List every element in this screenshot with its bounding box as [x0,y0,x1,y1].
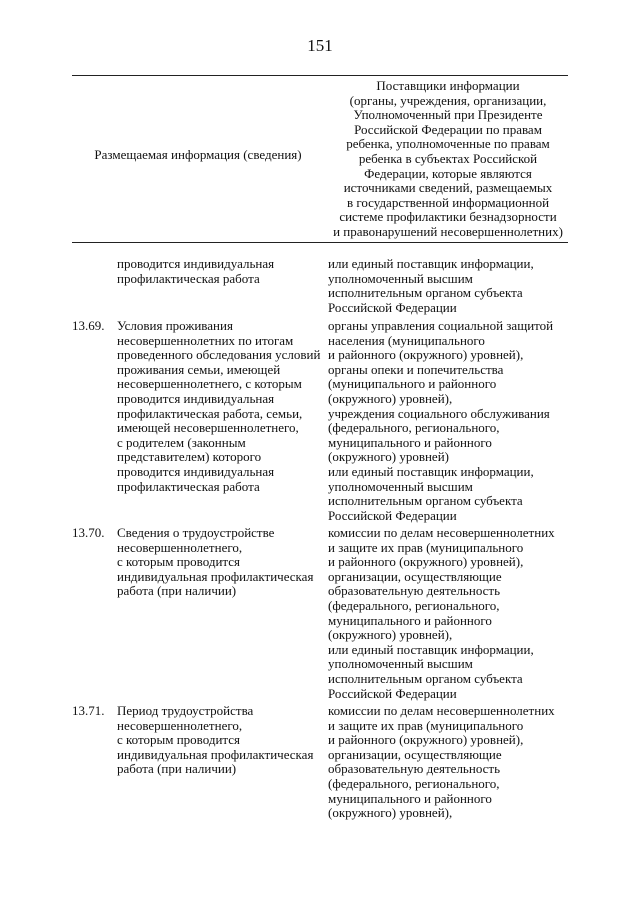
column-header-providers: Поставщики информации (органы, учреждения, организации, Уполномоченный при Президенте Российской Федерации по правам ребенка, уполномоченные по правам ребенка в субъектах Российской Федерации, которые являются источниками сведений, размещаемых в государственной информационной системе профилактики безнадзорности и правонарушений несовершеннолетних) [333,78,563,239]
table-row-description: проводится индивидуальная профилактическая работа [117,256,275,286]
table-row-description: Период трудоустройства несовершеннолетнего, с которым проводится индивидуальная профилактическая работа (при наличии) [117,703,314,777]
table-row-number: 13.69. [72,318,105,333]
table-row-providers: комиссии по делам несовершеннолетних и защите их прав (муниципального и районного (окружного) уровней), организации, осуществляющие образовательную деятельность (федерального, регионального, муниципального и районного (окружного) уровней), [328,703,555,821]
table-row-description: Сведения о трудоустройстве несовершеннолетнего, с которым проводится индивидуальная профилактическая работа (при наличии) [117,525,314,599]
table-row-providers: органы управления социальной защитой населения (муниципального и районного (окружного) уровней), органы опеки и попечительства (муниципального и районного (окружного) уровней), учреждения социального обслуживания (федерального, регионального, муниципального и районного (окружного) уровней) или единый поставщик информации, уполномоченный высшим исполнительным органом субъекта Российской Федерации [328,318,554,523]
column-header-information: Размещаемая информация (сведения) [94,147,302,162]
table-row-providers: комиссии по делам несовершеннолетних и защите их прав (муниципального и районного (окружного) уровней), организации, осуществляющие образовательную деятельность (федерального, регионального, муниципального и районного (окружного) уровней), или единый поставщик информации, уполномоченный высшим исполнительным органом субъекта Российской Федерации [328,525,555,701]
table-row-description: Условия проживания несовершеннолетних по итогам проведенного обследования условий проживания семьи, имеющей несовершеннолетнего, с которым проводится индивидуальная профилактическая работа, семьи, имеющей несовершеннолетнего, с родителем (законным представителем) которого проводится индивидуальная профилактическая работа [117,318,321,494]
header-bottom-rule [72,242,568,243]
table-row-providers: или единый поставщик информации, уполномоченный высшим исполнительным органом субъекта Российской Федерации [328,256,534,315]
page-number: 151 [307,36,333,55]
table-row-number: 13.71. [72,703,105,718]
table-row-number: 13.70. [72,525,105,540]
table-top-rule [72,75,568,76]
